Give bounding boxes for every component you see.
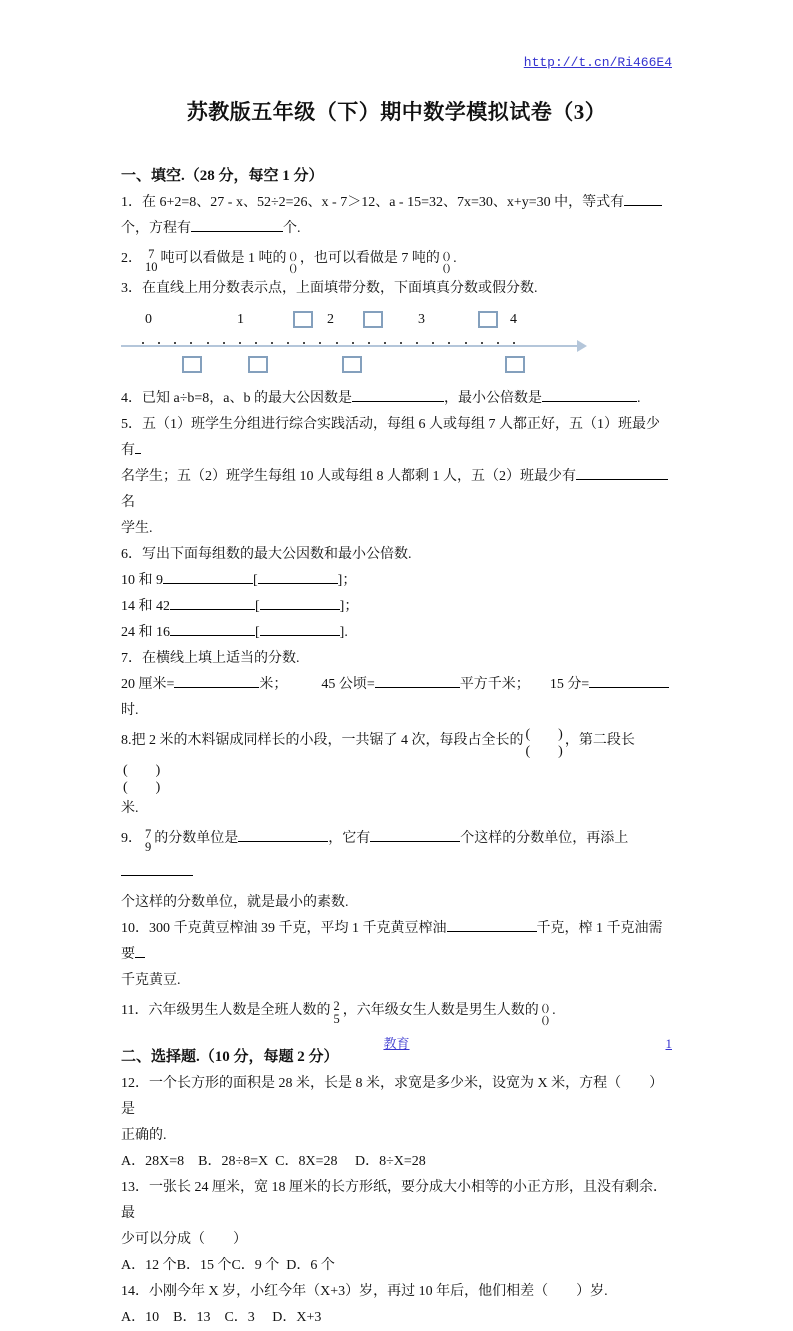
paren-fraction-top: ( ) [123, 763, 161, 778]
number-line-tick [255, 342, 257, 344]
q11-text-3: . [552, 1003, 556, 1018]
q6-bracket-close: ]； [337, 573, 357, 588]
footer [121, 1036, 672, 1052]
number-line-tick [416, 342, 418, 344]
q13-line-1 [121, 1175, 672, 1227]
answer-blank [624, 191, 662, 206]
number-line-tick [271, 342, 273, 344]
q9-text-4: 个这样的分数单位，就是最小的素数. [121, 895, 349, 910]
fraction-numerator: 7 [148, 247, 155, 261]
number-line-tick [158, 342, 160, 344]
q10-line-2 [121, 968, 672, 994]
fraction-denominator: 5 [333, 1012, 340, 1026]
q13-text-1: 13．一张长 24 厘米，宽 18 厘米的长方形纸，要分成大小相等的小正方形，且没有剩余．最 [121, 1180, 667, 1221]
q14-line-1 [121, 1279, 672, 1305]
number-line-axis [121, 345, 579, 347]
q2-number: 2． [121, 251, 142, 266]
answer-box-above-1 [293, 311, 313, 328]
number-line-tick [174, 342, 176, 344]
fraction-numerator: 2 [333, 999, 340, 1013]
paren-fraction-bottom: () [541, 1014, 550, 1026]
q1-line-2 [121, 216, 672, 242]
q1-text-2: 个，方程有 [121, 221, 191, 236]
q6-row-3 [121, 620, 672, 646]
answer-box-above-3 [478, 311, 498, 328]
section2-heading: 二、选择题.（10 分，每题 2 分） [121, 1049, 339, 1065]
paren-fraction-blank-large [524, 726, 565, 760]
q14-options [121, 1305, 672, 1331]
q10-line-1 [121, 916, 672, 968]
q4-text-3: . [637, 391, 641, 406]
q10-text-2: 千克，榨 1 千克油需要 [121, 921, 663, 962]
answer-blank [542, 387, 637, 402]
paren-fraction-top: () [541, 1002, 550, 1014]
answer-box-below-1 [182, 356, 202, 373]
q1-text-3: 个. [283, 221, 301, 236]
paren-fraction-bottom: () [442, 262, 451, 274]
fraction-2-5 [330, 1000, 342, 1026]
q7-item1-post: 米； [259, 677, 288, 692]
paren-fraction-top: () [442, 250, 451, 262]
q7-items [121, 672, 672, 698]
page-content [121, 0, 672, 1331]
q13-text-2: 少可以分成（ ） [121, 1232, 247, 1247]
q7-line-2 [121, 698, 672, 724]
number-line-label-1: 1 [237, 312, 244, 327]
answer-blank [589, 673, 669, 688]
q5-text-4: 学生. [121, 521, 153, 536]
q7-item2-pre: 45 公顷= [321, 677, 375, 692]
paren-fraction-top: ( ) [525, 727, 563, 742]
q11-text-2: ，六年级女生人数是男生人数的 [342, 1003, 539, 1018]
answer-box-below-4 [505, 356, 525, 373]
answer-box-below-3 [342, 356, 362, 373]
q1-text-1: 1．在 6+2=8、27 - x、52÷2=26、x - 7＞12、a - 15=32、7x=30、x+y=30 中，等式有 [121, 195, 625, 210]
q7-item3-pre: 15 分= [549, 677, 590, 692]
answer-blank [260, 595, 340, 610]
number-line-label-0: 0 [145, 312, 152, 327]
q9-line-2 [121, 890, 672, 916]
q13-line-2 [121, 1227, 672, 1253]
q6-row-2 [121, 594, 672, 620]
number-line-tick [303, 342, 305, 344]
q11-line [121, 994, 672, 1028]
q6-bracket-open: [ [253, 573, 258, 588]
number-line-tick [223, 342, 225, 344]
header-url-link[interactable]: http://t.cn/Ri466E4 [523, 55, 672, 70]
q2-text-2: ，也可以看做是 7 吨的 [299, 251, 440, 266]
answer-blank [258, 569, 338, 584]
fraction-denominator: 9 [145, 840, 152, 854]
q12-line-1 [121, 1071, 672, 1123]
fraction-7-10 [142, 248, 161, 274]
answer-blank [447, 917, 537, 932]
answer-blank [163, 569, 253, 584]
q9-text-3: 个这样的分数单位，再添上 [460, 831, 629, 846]
number-line-label-2: 2 [327, 312, 334, 327]
q5-text-3: 名 [121, 495, 135, 510]
q2-text-1: 吨可以看做是 1 吨的 [160, 251, 287, 266]
number-line-diagram [121, 308, 672, 384]
number-line-tick [368, 342, 370, 344]
q8-line-2 [121, 796, 672, 822]
q9-text-2: ，它有 [328, 831, 371, 846]
q8-text-1: 8.把 2 米的木料锯成同样长的小段，一共锯了 4 次，每段占全长的 [121, 733, 524, 748]
q7-text-2: 时. [121, 703, 139, 718]
q5-line-3 [121, 516, 672, 542]
answer-blank [170, 595, 255, 610]
q14-text-1: 14．小刚今年 X 岁，小红今年（X+3）岁，再过 10 年后，他们相差（ ）岁. [121, 1284, 608, 1299]
q6-bracket-close: ]； [339, 599, 359, 614]
number-line-tick [142, 342, 144, 344]
q5-text-2: 名学生；五（2）班学生每组 10 人或每组 8 人都剩 1 人，五（2）班最少有 [121, 469, 576, 484]
q10-text-1: 10．300 千克黄豆榨油 39 千克，平均 1 千克黄豆榨油 [121, 921, 447, 936]
q9-number: 9． [121, 831, 142, 846]
answer-box-below-2 [248, 356, 268, 373]
q9-line-1 [121, 822, 672, 890]
q6-bracket-close: ]. [339, 625, 348, 640]
number-line-label-3: 3 [418, 312, 425, 327]
q5-line-1 [121, 412, 672, 464]
footer-page-number-link[interactable]: 1 [665, 1036, 672, 1051]
q10-text-3: 千克黄豆. [121, 973, 181, 988]
q1-line-1 [121, 190, 672, 216]
answer-blank [352, 387, 444, 402]
q4-text-1: 4．已知 a÷b=8，a、b 的最大公因数是 [121, 391, 353, 406]
q13-options [121, 1253, 672, 1279]
q8-text-3: 米. [121, 801, 139, 816]
number-line-tick [497, 342, 499, 344]
answer-blank [170, 621, 255, 636]
q12-text-1: 12．一个长方形的面积是 28 米，长是 8 米，求宽是多少米，设宽为 X 米，方程（ ）是 [121, 1076, 664, 1117]
fraction-denominator: 10 [145, 260, 158, 274]
q7-text: 7．在横线上填上适当的分数. [121, 651, 300, 666]
number-line-tick [481, 342, 483, 344]
q2-text-3: . [453, 251, 457, 266]
footer-center-link[interactable]: 教育 [383, 1036, 410, 1051]
paren-fraction-blank [539, 1002, 552, 1026]
paren-fraction-blank [287, 250, 300, 274]
q8-text-2: ，第二段长 [564, 733, 635, 748]
q8-line-1 [121, 724, 672, 796]
answer-blank [260, 621, 340, 636]
q12-text-2: 正确的. [121, 1128, 167, 1143]
answer-blank [191, 217, 283, 232]
fraction-7-9 [142, 828, 154, 854]
q3-line [121, 276, 672, 302]
q7-line [121, 646, 672, 672]
number-line-tick [432, 342, 434, 344]
answer-blank [135, 943, 145, 958]
q7-item1-pre: 20 厘米= [121, 677, 175, 692]
q6-row-1 [121, 568, 672, 594]
q12-options-text: A．28X=8 B．28÷8=X C．8X=28 D．8÷X=28 [121, 1154, 426, 1169]
paren-fraction-blank-large [121, 762, 162, 796]
q3-text: 3．在直线上用分数表示点，上面填带分数，下面填真分数或假分数. [121, 281, 538, 296]
q12-line-2 [121, 1123, 672, 1149]
number-line-tick [207, 342, 209, 344]
q5-line-2 [121, 464, 672, 516]
number-line-tick [513, 342, 515, 344]
q11-text-1: 六年级男生人数是全班人数的 [148, 1003, 331, 1018]
q4-text-2: ，最小公倍数是 [444, 391, 543, 406]
number-line-arrowhead-icon [577, 340, 587, 352]
paren-fraction-blank [440, 250, 453, 274]
number-line-tick [400, 342, 402, 344]
number-line-tick [239, 342, 241, 344]
number-line-tick [190, 342, 192, 344]
answer-blank [375, 673, 460, 688]
q4-line [121, 386, 672, 412]
paren-fraction-bottom: () [289, 262, 297, 274]
number-line-tick [336, 342, 338, 344]
paren-fraction-bottom: ( ) [525, 744, 563, 759]
q6-pair-1: 10 和 9 [121, 573, 163, 588]
q5-text-1: 5．五（1）班学生分组进行综合实践活动，每组 6 人或每组 7 人都正好，五（1）班最少有 [121, 417, 660, 458]
q6-line [121, 542, 672, 568]
answer-blank [135, 439, 141, 454]
fraction-numerator: 7 [145, 827, 152, 841]
q6-pair-3: 24 和 16 [121, 625, 170, 640]
answer-blank [174, 673, 259, 688]
section1-heading: 一、填空.（28 分，每空 1 分） [121, 168, 324, 184]
q12-options [121, 1149, 672, 1175]
header [121, 0, 672, 71]
paren-fraction-bottom: ( ) [123, 780, 161, 795]
q2-line [121, 242, 672, 276]
q9-text-1: 的分数单位是 [154, 831, 239, 846]
answer-blank [370, 827, 460, 842]
paren-fraction-top: () [289, 250, 297, 262]
q6-bracket-open: [ [255, 599, 260, 614]
number-line-tick [287, 342, 289, 344]
answer-blank [576, 465, 668, 480]
q11-number: 11． [121, 1003, 149, 1018]
q14-options-text: A．10 B．13 C．3 D．X+3 [121, 1310, 322, 1325]
q13-options-text: A．12 个B．15 个C．9 个 D．6 个 [121, 1258, 335, 1273]
page-title: 苏教版五年级（下）期中数学模拟试卷（3） [186, 100, 607, 124]
number-line-tick [384, 342, 386, 344]
answer-box-above-2 [363, 311, 383, 328]
q6-bracket-open: [ [255, 625, 260, 640]
q7-item2-post: 平方千米； [459, 677, 530, 692]
number-line-tick [465, 342, 467, 344]
number-line-tick [319, 342, 321, 344]
q6-pair-2: 14 和 42 [121, 599, 170, 614]
number-line-tick [352, 342, 354, 344]
number-line-tick [448, 342, 450, 344]
q6-text: 6．写出下面每组数的最大公因数和最小公倍数. [121, 547, 412, 562]
answer-blank [238, 827, 328, 842]
answer-blank [121, 861, 193, 876]
number-line-label-4: 4 [510, 312, 517, 327]
